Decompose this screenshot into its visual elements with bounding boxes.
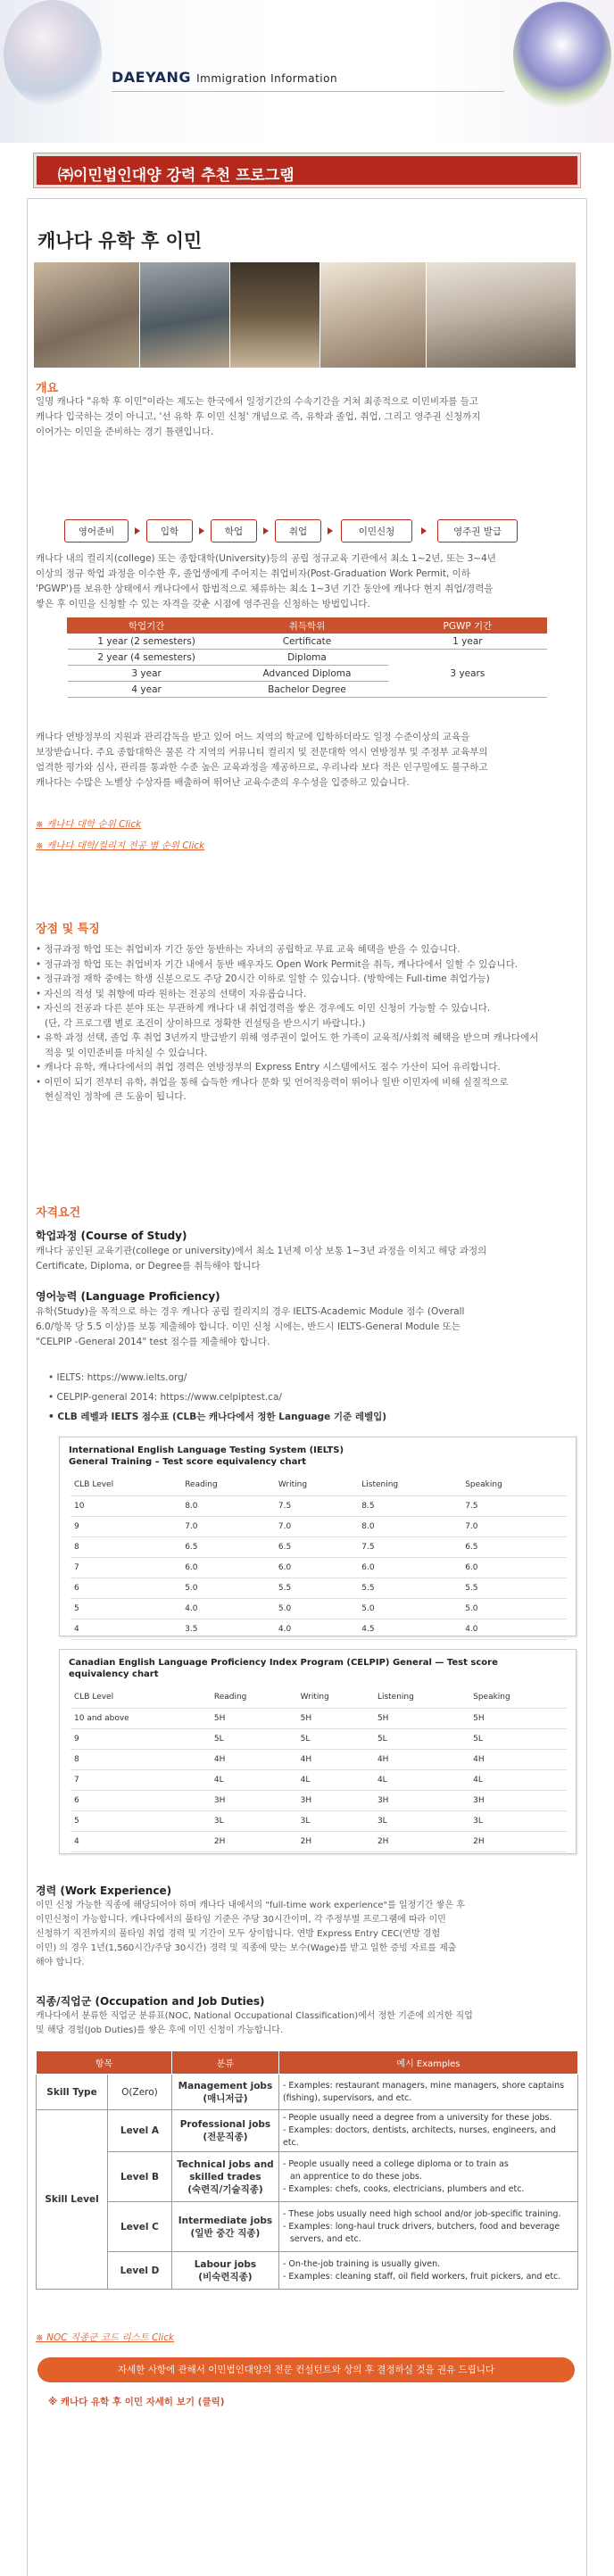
table-cell: 2H [297, 1831, 374, 1851]
flower-right-image [513, 2, 611, 109]
list-item: • 자신의 적성 및 취향에 따라 원하는 전공의 선택이 자유롭습니다. [36, 988, 307, 999]
table-row [71, 1578, 567, 1598]
table-row [37, 2252, 578, 2290]
class-label: Professional jobs [179, 2119, 271, 2130]
students-photo-3 [230, 262, 319, 368]
step-apply: 이민신청 [341, 519, 412, 543]
table-header: Listening [374, 1687, 469, 1708]
pgwp-table [67, 617, 547, 698]
noc-code-cell: Level B [108, 2152, 172, 2202]
table-cell: 5.5 [275, 1578, 358, 1598]
table-cell: 3.5 [181, 1619, 275, 1639]
english-heading: 영어능력 (Language Proficiency) [36, 1290, 220, 1303]
list-item: • 캐나다 유학, 캐나다에서의 취업 경력은 연방정부의 Express Entry 시스템에서도 점수 가산이 되어 유리합니다. [36, 1062, 501, 1073]
list-item: • 정규과정 재학 중에는 학생 신분으로도 주당 20시간 이하로 일할 수 있습니다. (방학에는 Full-time 취업가능) [36, 973, 490, 984]
text-line: 캐나다는 수많은 노벨상 수상자를 배출하여 뛰어난 교육수준의 우수성을 입증하고 있습니다. [36, 777, 410, 788]
list-item: • 정규과정 학업 또는 취업비자 기간 내에서 동반 배우자도 Open Work Permit을 취득, 캐나다에서 일할 수 있습니다. [36, 958, 519, 970]
table-header: Speaking [469, 1687, 567, 1708]
table-cell: 5L [469, 1728, 567, 1749]
table-cell: 5 [71, 1810, 211, 1831]
major-ranking-link[interactable]: ※ 캐나다 대학/컬리지 전공 별 순위 Click [36, 841, 205, 851]
table-cell: 5.0 [461, 1598, 567, 1619]
students-photo-2 [140, 262, 229, 368]
example-line: - People usually need a college diploma or to train as [282, 2158, 509, 2169]
arrow-right-icon [328, 527, 333, 534]
table-cell: 7.0 [461, 1516, 567, 1536]
table-cell: 4L [297, 1769, 374, 1790]
arrow-right-icon [421, 527, 427, 534]
course-paragraph [36, 1244, 580, 1274]
celpip-link[interactable]: • CELPIP-general 2014: https://www.celpiptest.ca/ [48, 1392, 282, 1403]
brand-logo[interactable] [112, 69, 337, 86]
table-cell: Diploma [226, 650, 389, 666]
table-cell: 7.5 [461, 1495, 567, 1516]
table-cell: 4L [469, 1769, 567, 1790]
table-row [68, 650, 547, 666]
table-cell: 6.5 [275, 1536, 358, 1557]
table-cell: 4H [374, 1749, 469, 1769]
table-row [71, 1831, 567, 1851]
table-cell: 9 [71, 1516, 181, 1536]
text-line: Certificate, Diploma, or Degree를 취득해야 합니다 [36, 1261, 261, 1271]
table-header: 분류 [171, 2051, 278, 2075]
noc-heading: 직종/직업군 (Occupation and Job Duties) [36, 1995, 265, 2008]
example-line: - Examples: restaurant managers, mine managers, shore captains [282, 2080, 565, 2091]
noc-class-cell [171, 2252, 278, 2290]
banner-text: ㈜이민법인대양 강력 추천 프로그램 [58, 167, 295, 185]
list-item: • 유학 과정 선택, 졸업 후 취업 3년까지 발급받기 위해 영주권이 없어도 한 가족이 교육적/사회적 혜택을 받으며 캐나다에서 [36, 1032, 539, 1043]
table-row [71, 1619, 567, 1639]
noc-table [36, 2050, 578, 2290]
noc-paragraph [36, 2009, 580, 2038]
table-cell: 7.0 [181, 1516, 275, 1536]
table-cell: 10 and above [71, 1708, 211, 1728]
table-cell: 3L [374, 1810, 469, 1831]
table-cell: 4H [297, 1749, 374, 1769]
table-cell: 10 [71, 1495, 181, 1516]
text-line: 이상의 정규 학업 과정을 이수한 후, 졸업생에게 주어지는 취업비자(Post-Graduation Work Permit, 이하 [36, 568, 470, 579]
text-line: "CELPIP -General 2014" test 점수를 제출해야 합니다. [36, 1337, 270, 1347]
example-line: - Examples: chefs, cooks, electricians, plumbers and etc. [282, 2183, 525, 2194]
table-header: Reading [211, 1687, 297, 1708]
table-cell: 8.0 [358, 1516, 461, 1536]
table-cell: 8 [71, 1536, 181, 1557]
text-line: 이민신청이 가능합니다. 캐나다에서의 풀타임 기준은 주당 30시간이며, 각 주정부별 프로그램에 따라 이민 [36, 1915, 446, 1925]
table-header: Listening [358, 1475, 461, 1495]
arrow-right-icon [135, 527, 140, 534]
text-line: 쌓은 후 이민을 신청할 수 있는 자격을 갖춘 시점에 영주권을 신청하는 방법입니다. [36, 599, 370, 609]
text-line: 'PGWP')를 보유한 상태에서 캐나다에서 합법적으로 체류하는 최소 1~3년 기간 동안에 캐나다 현지 취업/경력을 [36, 584, 494, 594]
list-item: 현실적인 정착에 큰 도움이 됩니다. [45, 1091, 187, 1102]
page-title: 캐나다 유학 후 이민 [37, 230, 203, 252]
table-cell: 6.5 [181, 1536, 275, 1557]
text-line: 해야 합니다. [36, 1958, 85, 1967]
table-row [71, 1598, 567, 1619]
ielts-table [71, 1475, 567, 1640]
table-cell: 5H [469, 1708, 567, 1728]
list-item: • 정규과정 학업 또는 취업비자 기간 동안 동반하는 자녀의 공립학교 무료 교육 혜택을 받을 수 있습니다. [36, 944, 460, 955]
table-cell: 5.0 [275, 1598, 358, 1619]
example-line: servers, and etc. [289, 2233, 361, 2244]
table-row [71, 1495, 567, 1516]
table-row [71, 1708, 567, 1728]
list-item: (단, 각 프로그램 별로 조건이 상이하므로 정확한 컨설팅을 받으시기 바랍니다.) [45, 1017, 366, 1029]
text-line: 이민 신청 가능한 직종에 해당되어야 하며 캐나다 내에서의 "full-time work experience"를 일정기간 쌓은 후 [36, 1901, 465, 1910]
table-cell: 4.5 [358, 1619, 461, 1639]
table-header: 항목 [37, 2051, 172, 2075]
students-photo-4 [320, 262, 426, 368]
table-row [71, 1749, 567, 1769]
table-cell: Bachelor Degree [226, 682, 389, 698]
table-cell: 4.0 [275, 1619, 358, 1639]
ielts-link[interactable]: • IELTS: https://www.ielts.org/ [48, 1372, 187, 1383]
class-label-ko: (비숙련직종) [198, 2271, 253, 2282]
step-employment: 취업 [275, 519, 321, 543]
students-photo-1 [34, 262, 139, 368]
noc-class-cell [171, 2152, 278, 2202]
table-cell: 4L [374, 1769, 469, 1790]
table-row [37, 2202, 578, 2252]
table-cell: 5H [211, 1708, 297, 1728]
table-row [68, 634, 547, 650]
table-cell: 7 [71, 1557, 181, 1578]
table-cell: 5L [211, 1728, 297, 1749]
table-cell: 1 year (2 semesters) [68, 634, 226, 650]
table-cell: 6.0 [358, 1557, 461, 1578]
table-row [71, 1790, 567, 1810]
celpip-chart-title: Canadian English Language Proficiency Index Program (CELPIP) General — Test score equivalency chart [69, 1658, 498, 1679]
course-heading: 학업과정 (Course of Study) [36, 1230, 187, 1242]
table-row [71, 1557, 567, 1578]
table-cell: Advanced Diploma [226, 666, 389, 682]
class-label: Management jobs [178, 2080, 273, 2091]
noc-class-cell [171, 2075, 278, 2110]
table-cell: 1 year [388, 634, 546, 650]
class-label: Labour jobs [194, 2258, 257, 2270]
skill-level-cell: Skill Level [37, 2110, 108, 2290]
table-cell: 3H [297, 1790, 374, 1810]
step-english: 영어준비 [64, 519, 129, 543]
example-line: - These jobs usually need high school and/or job-specific training. [282, 2208, 561, 2219]
text-line: 캐나다 내의 컬리지(college) 또는 종합대학(University)등의 공립 정규교육 기관에서 최소 1~2년, 또는 3~4년 [36, 553, 496, 564]
table-cell: 6.0 [181, 1557, 275, 1578]
table-cell: 5 [71, 1598, 181, 1619]
consult-banner: 자세한 사항에 관해서 이민법인대양의 전문 컨설턴트와 상의 후 결정하실 것을 권유 드립니다 [37, 2357, 575, 2382]
celpip-table [71, 1687, 567, 1852]
table-row [71, 1536, 567, 1557]
work-heading: 경력 (Work Experience) [36, 1884, 172, 1897]
text-line: 이민) 의 경우 1년(1,560시간/주당 30시간) 경력 및 직종에 맞는 보수(Wage)를 받고 일한 증빙 자료를 제출 [36, 1943, 457, 1953]
noc-example-cell [278, 2110, 577, 2152]
text-line: 캐나다에서 분류한 직업군 분류표(NOC, National Occupational Classification)에서 정한 기준에 의거한 직업 [36, 2011, 473, 2021]
table-header: Speaking [461, 1475, 567, 1495]
text-line: 엄격한 평가와 심사, 관리를 통과한 수준 높은 교육과정을 제공하므로, 우리나라 보다 적은 인구밀에도 불구하고 [36, 762, 488, 773]
brand-subtitle: Immigration Information [196, 72, 338, 85]
text-line: 캐나다 입국하는 것이 아니고, '선 유학 후 이민 신청' 개념으로 즉, 유학과 졸업, 취업, 그리고 영주권 신청까지 [36, 411, 481, 422]
english-paragraph [36, 1305, 580, 1350]
table-cell: 8 [71, 1749, 211, 1769]
noc-example-cell [278, 2152, 577, 2202]
details-link[interactable]: ※ 캐나다 유학 후 이민 자세히 보기 (클릭) [48, 2397, 225, 2407]
table-cell: 6 [71, 1578, 181, 1598]
class-label-ko: (전문직종) [203, 2132, 248, 2142]
table-cell: 3L [297, 1810, 374, 1831]
text-line: 캐나다 연방정부의 지원과 관리감독을 받고 있어 어느 지역의 학교에 입학하더라도 일정 수준이상의 교육을 [36, 732, 470, 742]
table-cell: 6.0 [275, 1557, 358, 1578]
class-label-ko: (일반 중간 직종) [190, 2227, 261, 2239]
overview-paragraph-2 [36, 551, 580, 612]
table-header: PGWP 기간 [388, 618, 546, 634]
class-label: Technical jobs and skilled trades [177, 2158, 274, 2183]
text-line: 캐나다 공인된 교육기관(college or university)에서 최소 1년제 이상 보통 1~3년 과정을 이치고 해당 과정의 [36, 1246, 487, 1256]
table-cell: 6 [71, 1790, 211, 1810]
table-row [37, 2110, 578, 2152]
table-cell: 4H [469, 1749, 567, 1769]
example-line: (fishing), supervisors, and etc. [282, 2092, 412, 2103]
table-cell: 4H [211, 1749, 297, 1769]
table-row [37, 2075, 578, 2110]
noc-code-cell: Level D [108, 2252, 172, 2290]
text-line: 보장받습니다. 주요 종합대학은 물론 각 지역의 커뮤니티 컬리지 및 전문대학 역시 연방정부 및 주정부 교육부의 [36, 747, 488, 758]
program-banner [34, 153, 580, 187]
class-label: Intermediate jobs [178, 2215, 273, 2226]
ielts-chart-title: International English Language Testing System (IELTS) General Training – Test score equivalency chart [69, 1445, 344, 1467]
list-item: • 이민이 되기 전부터 유학, 취업을 통해 습득한 캐나다 문화 및 언어적응력이 뛰어나 일반 이민자에 비해 실질적으로 [36, 1076, 509, 1088]
table-cell: 2 year (4 semesters) [68, 650, 226, 666]
list-item: 적응 및 이민준비를 마치실 수 있습니다. [45, 1047, 208, 1058]
noc-list-link[interactable]: ※ NOC 직종군 코드 리스트 Click [36, 2332, 175, 2343]
table-cell: 8.5 [358, 1495, 461, 1516]
clb-table-title: • CLB 레벨과 IELTS 점수표 (CLB는 캐나다에서 정한 Language 기준 레벨입) [48, 1412, 387, 1422]
table-cell: 3H [211, 1790, 297, 1810]
step-pr-issued: 영주권 발급 [437, 519, 518, 543]
table-header: Reading [181, 1475, 275, 1495]
table-cell: 4 year [68, 682, 226, 698]
example-line: - Examples: cleaning staff, oil field workers, fruit pickers, and etc. [282, 2271, 561, 2282]
noc-example-cell [278, 2075, 577, 2110]
table-cell: 3H [374, 1790, 469, 1810]
table-cell: 4 [71, 1831, 211, 1851]
table-cell: 4.0 [461, 1619, 567, 1639]
table-cell: 7.0 [275, 1516, 358, 1536]
table-cell: 4L [211, 1769, 297, 1790]
table-row [71, 1516, 567, 1536]
table-cell: 2H [469, 1831, 567, 1851]
brand-name: DAEYANG [112, 69, 192, 86]
table-cell: 3L [469, 1810, 567, 1831]
table-row [37, 2152, 578, 2202]
noc-code-cell: Level A [108, 2110, 172, 2152]
ielts-chart [59, 1437, 577, 1636]
text-line: 신청하기 직전까지의 풀타임 취업 경력 및 기간이 모두 상이합니다. 연방 Express Entry CEC(연방 경험 [36, 1929, 441, 1939]
table-cell: 6.5 [461, 1536, 567, 1557]
table-cell: 2H [211, 1831, 297, 1851]
process-steps [64, 519, 564, 543]
features-list [36, 942, 582, 1105]
example-line: - Examples: long-haul truck drivers, butchers, food and beverage [282, 2221, 560, 2232]
header-divider [112, 91, 504, 92]
noc-class-cell [171, 2202, 278, 2252]
features-heading: 장점 및 특징 [36, 923, 100, 936]
class-label-ko: (숙련직/기술직종) [187, 2183, 263, 2195]
table-cell: 6.0 [461, 1557, 567, 1578]
table-cell: Certificate [226, 634, 389, 650]
table-row [71, 1769, 567, 1790]
table-cell: 7.5 [275, 1495, 358, 1516]
table-cell: 5H [297, 1708, 374, 1728]
text-line: 일명 캐나다 "유학 후 이민"이라는 제도는 한국에서 일정기간의 수속기간을 거쳐 최종적으로 이민비자를 들고 [36, 396, 479, 407]
table-header: CLB Level [71, 1475, 181, 1495]
text-line: 유학(Study)을 목적으로 하는 경우 캐나다 공립 컬리지의 경우 IELTS-Academic Module 점수 (Overall [36, 1306, 465, 1317]
noc-example-cell [278, 2202, 577, 2252]
table-cell: 4.0 [181, 1598, 275, 1619]
text-line: 이어가는 이민을 준비하는 경기 틀랜입니다. [36, 427, 214, 437]
table-header: CLB Level [71, 1687, 211, 1708]
students-photo-5 [427, 262, 576, 368]
overview-paragraph-3 [36, 730, 580, 791]
table-cell: 3L [211, 1810, 297, 1831]
table-cell: 7 [71, 1769, 211, 1790]
step-study: 학업 [211, 519, 257, 543]
table-cell: 5L [374, 1728, 469, 1749]
overview-paragraph-1 [36, 394, 580, 440]
table-header: 학업기간 [68, 618, 226, 634]
table-row [71, 1810, 567, 1831]
table-cell: 8.0 [181, 1495, 275, 1516]
text-line: 및 해당 경험(Job Duties)를 쌓은 후에 이민 신청이 가능합니다. [36, 2025, 284, 2035]
arrow-right-icon [263, 527, 269, 534]
table-cell: 5.5 [358, 1578, 461, 1598]
step-admission: 입학 [146, 519, 193, 543]
table-cell: 5H [374, 1708, 469, 1728]
overview-heading: 개요 [36, 382, 59, 395]
table-cell: 5.0 [358, 1598, 461, 1619]
table-cell: 3 year [68, 666, 226, 682]
table-header: Writing [297, 1687, 374, 1708]
table-cell: 5.0 [181, 1578, 275, 1598]
flower-left-image [4, 0, 102, 107]
work-paragraph [36, 1899, 580, 1970]
table-cell: 2H [374, 1831, 469, 1851]
arrow-right-icon [199, 527, 204, 534]
university-ranking-link[interactable]: ※ 캐나다 대학 순위 Click [36, 819, 142, 830]
table-cell: 5L [297, 1728, 374, 1749]
class-label-ko: (매니저급) [203, 2092, 248, 2104]
example-line: an apprentice to do these jobs. [289, 2171, 422, 2182]
qualifications-heading: 자격요건 [36, 1206, 81, 1220]
table-cell: 9 [71, 1728, 211, 1749]
table-cell: 7.5 [358, 1536, 461, 1557]
table-header: 예시 Examples [278, 2051, 577, 2075]
noc-class-cell [171, 2110, 278, 2152]
table-header: Writing [275, 1475, 358, 1495]
celpip-chart [59, 1649, 577, 1854]
example-line: - Examples: doctors, dentists, architects, nurses, engineers, and etc. [282, 2125, 556, 2148]
table-cell: 3 years [388, 650, 546, 698]
table-header: 취득학위 [226, 618, 389, 634]
text-line: 6.0/항목 당 5.5 이상)를 보통 제출해야 합니다. 이민 신청 시에는, 반드시 IELTS-General Module 또는 [36, 1321, 460, 1332]
table-cell: 5.5 [461, 1578, 567, 1598]
list-item: • 자신의 전공과 다른 분야 또는 무관하게 캐나다 내 취업경력을 쌓은 경우에도 이민 신청이 가능할 수 있습니다. [36, 1003, 491, 1014]
table-cell: 3H [469, 1790, 567, 1810]
example-line: - People usually need a degree from a university for these jobs. [282, 2113, 552, 2123]
example-line: - On-the-job training is usually given. [282, 2258, 441, 2269]
table-row [71, 1728, 567, 1749]
table-cell: 4 [71, 1619, 181, 1639]
noc-code-cell: O(Zero) [108, 2075, 172, 2110]
skill-type-cell: Skill Type [37, 2075, 108, 2110]
noc-example-cell [278, 2252, 577, 2290]
noc-code-cell: Level C [108, 2202, 172, 2252]
